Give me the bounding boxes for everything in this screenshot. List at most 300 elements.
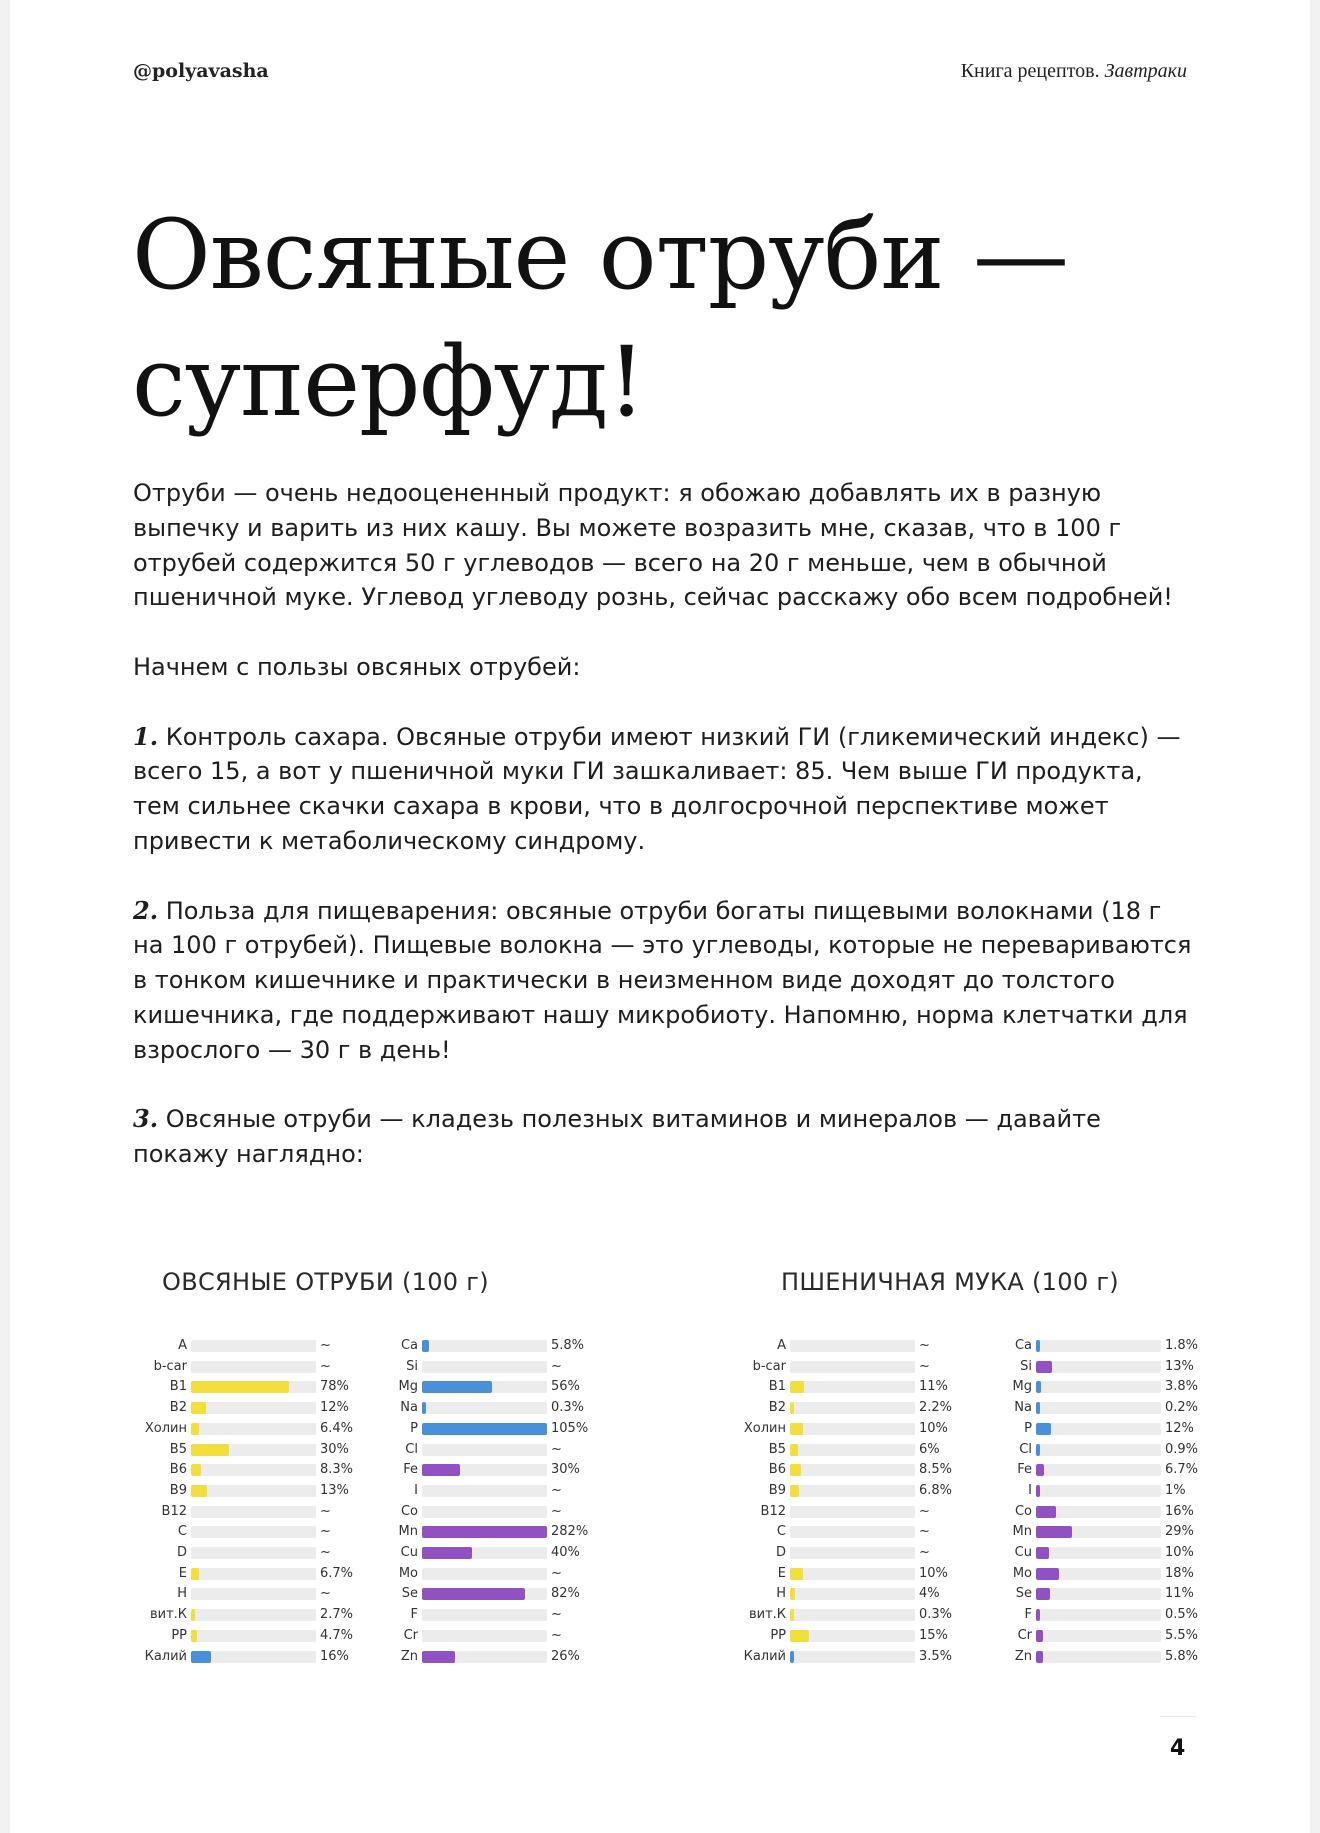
chart-bar-track: [1036, 1651, 1161, 1663]
chart-row: [110, 1626, 355, 1647]
chart-bar-track: [191, 1444, 316, 1456]
chart-value-label: 12%: [1165, 1420, 1194, 1436]
chart-bar: [422, 1526, 547, 1538]
point-number: 2.: [133, 895, 159, 925]
chart-row: [972, 1543, 1212, 1564]
chart-value-label: ~: [551, 1607, 562, 1623]
chart-category-label: B6: [169, 1462, 187, 1478]
point-3: [133, 1102, 1193, 1172]
chart-bar: [1036, 1444, 1040, 1456]
chart-bar-track: [1036, 1547, 1161, 1559]
chart-bar-track: [422, 1423, 547, 1435]
point-text: Польза для пищеварения: овсяные отруби богаты пищевыми волокнами (18 г на 100 г отрубей). Пищевые волокна — это углеводы, которые не перевариваются в тонком кишечнике и практически в неизменном виде доходят до толстого кишечника, где поддерживают нашу микробиоту. Напомню, норма клетчатки для взрослого — 30 г в день!: [133, 896, 1192, 1064]
chart-bar-track: [191, 1568, 316, 1580]
point-text: Контроль сахара. Овсяные отруби имеют низкий ГИ (гликемический индекс) — всего 15, а вот у пшеничной муки ГИ зашкаливает: 85. Чем выше ГИ продукта, тем сильнее скачки сахара в крови, что в долгосрочной перспективе может привести к метаболическому синдрому.: [133, 722, 1181, 855]
chart-bar: [790, 1485, 799, 1497]
chart-value-label: 105%: [551, 1420, 589, 1436]
chart-value-label: ~: [551, 1441, 562, 1457]
chart-bar-track: [422, 1402, 547, 1414]
chart-value-label: 56%: [551, 1379, 580, 1395]
chart-bar: [1036, 1630, 1043, 1642]
chart-value-label: 1.8%: [1165, 1338, 1199, 1353]
chart-bar: [1036, 1651, 1043, 1663]
chart-category-label: A: [777, 1338, 786, 1353]
chart-bar-track: [790, 1630, 915, 1642]
chart-row: [110, 1419, 355, 1440]
chart-value-label: 5.5%: [1165, 1627, 1199, 1643]
chart-bar-track: [422, 1444, 547, 1456]
chart-row: [718, 1502, 958, 1523]
chart-row: [972, 1522, 1212, 1543]
page-number: 4: [1170, 1736, 1186, 1761]
chart-bar: [790, 1588, 795, 1600]
chart-bar-track: [790, 1506, 915, 1518]
chart-category-label: Cr: [1017, 1627, 1032, 1643]
oat-bran-vitamins-chart: [110, 1336, 355, 1676]
chart-bar-track: [191, 1340, 316, 1352]
chart-value-label: 82%: [551, 1586, 580, 1602]
chart-category-label: Холин: [144, 1420, 187, 1436]
chart-value-label: 8.3%: [320, 1462, 354, 1478]
chart-value-label: 10%: [1165, 1545, 1194, 1560]
chart-bar: [790, 1423, 803, 1435]
chart-category-label: Cu: [400, 1545, 418, 1560]
chart-value-label: ~: [919, 1524, 930, 1540]
chart-row: [718, 1419, 958, 1440]
chart-row: [110, 1502, 355, 1523]
chart-category-label: PP: [770, 1627, 786, 1643]
chart-bar: [1036, 1588, 1050, 1600]
chart-category-label: P: [410, 1420, 418, 1436]
chart-category-label: B12: [760, 1503, 786, 1519]
chart-category-label: B6: [768, 1462, 786, 1478]
chart-bar-track: [1036, 1340, 1161, 1352]
chart-value-label: 6.8%: [919, 1482, 953, 1498]
point-2: [133, 894, 1193, 1068]
chart-value-label: 0.3%: [551, 1400, 585, 1416]
chart-category-label: Na: [400, 1400, 418, 1416]
chart-value-label: ~: [919, 1503, 930, 1519]
chart-bar-track: [191, 1506, 316, 1518]
wheat-flour-vitamins-chart: [718, 1336, 958, 1676]
chart-category-label: Mo: [398, 1565, 418, 1581]
chart-value-label: 6%: [919, 1441, 940, 1457]
chart-bar-track: [191, 1588, 316, 1600]
chart-bar-track: [191, 1402, 316, 1414]
wheat-flour-minerals-chart: [972, 1336, 1212, 1676]
intro-paragraph: Отруби — очень недооцененный продукт: я обожаю добавлять их в разную выпечку и варить из них кашу. Вы можете возразить мне, сказав, что в 100 г отрубей содержится 50 г углеводов — всего на 20 г меньше, чем в обычной пшеничной муке. Углевод углеводу рознь, сейчас расскажу обо всем подробней!: [133, 479, 1173, 612]
chart-bar-track: [422, 1651, 547, 1663]
chart-row: [972, 1481, 1212, 1502]
chart-category-label: b-car: [752, 1358, 786, 1374]
chart-category-label: B1: [768, 1379, 786, 1395]
chart-category-label: I: [1028, 1482, 1032, 1498]
chart-bar-track: [1036, 1588, 1161, 1600]
chart-category-label: Mn: [398, 1524, 418, 1540]
chart-row: [718, 1440, 958, 1461]
chart-row: [972, 1419, 1212, 1440]
page: [10, 0, 1310, 1833]
chart-bar: [1036, 1402, 1040, 1414]
chart-row: [718, 1460, 958, 1481]
chart-bar-track: [191, 1464, 316, 1476]
chart-category-label: B9: [169, 1482, 187, 1498]
article-body: [133, 476, 1193, 1207]
chart-value-label: 13%: [1165, 1358, 1194, 1374]
chart-bar-track: [422, 1547, 547, 1559]
chart-bar-track: [790, 1588, 915, 1600]
chart-category-label: B5: [169, 1441, 187, 1457]
chart-row: [718, 1522, 958, 1543]
chart-value-label: 4%: [919, 1586, 940, 1602]
chart-value-label: ~: [919, 1358, 930, 1374]
chart-row: [718, 1398, 958, 1419]
chart-value-label: 13%: [320, 1482, 349, 1498]
chart-bar: [1036, 1423, 1051, 1435]
page-number-rule: [1160, 1716, 1196, 1717]
chart-row: [110, 1584, 355, 1605]
chart-category-label: B2: [169, 1400, 187, 1416]
chart-value-label: 11%: [919, 1379, 948, 1395]
chart-row: [718, 1336, 958, 1357]
chart-row: [358, 1398, 598, 1419]
chart-row: [972, 1584, 1212, 1605]
chart-value-label: 18%: [1165, 1565, 1194, 1581]
chart-row: [358, 1564, 598, 1585]
chart-row: [718, 1543, 958, 1564]
chart-row: [358, 1584, 598, 1605]
chart-category-label: PP: [171, 1627, 187, 1643]
chart-bar: [790, 1464, 801, 1476]
chart-bar-track: [1036, 1361, 1161, 1373]
chart-bar-track: [422, 1381, 547, 1393]
chart-bar: [191, 1485, 207, 1497]
chart-bar-track: [1036, 1381, 1161, 1393]
chart-category-label: Mo: [1012, 1565, 1032, 1581]
chart-row: [358, 1626, 598, 1647]
chart-bar: [1036, 1485, 1040, 1497]
chart-value-label: 0.9%: [1165, 1441, 1199, 1457]
chart-value-label: 0.3%: [919, 1607, 953, 1623]
chart-category-label: D: [176, 1545, 187, 1560]
chart-row: [358, 1419, 598, 1440]
chart-category-label: H: [177, 1586, 187, 1602]
lead-paragraph: Начнем с пользы овсяных отрубей:: [133, 652, 581, 681]
chart-category-label: E: [777, 1565, 786, 1581]
chart-bar-track: [191, 1547, 316, 1559]
chart-value-label: ~: [919, 1338, 930, 1353]
chart-row: [718, 1647, 958, 1668]
chart-row: [358, 1440, 598, 1461]
chart-category-label: Ca: [1014, 1338, 1032, 1353]
chart-bar-track: [1036, 1444, 1161, 1456]
chart-category-label: B12: [161, 1503, 187, 1519]
chart-value-label: 6.7%: [320, 1565, 354, 1581]
chart-bar: [422, 1402, 426, 1414]
page-title-line2: суперфуд!: [132, 326, 645, 438]
chart-category-label: H: [776, 1586, 786, 1602]
chart-value-label: ~: [320, 1586, 331, 1602]
chart-category-label: C: [776, 1524, 786, 1540]
chart-category-label: вит.К: [149, 1607, 187, 1623]
book-section: Завтраки: [1104, 60, 1187, 82]
chart-bar-track: [790, 1402, 915, 1414]
chart-value-label: ~: [320, 1524, 331, 1540]
chart-bar: [191, 1423, 199, 1435]
chart-bar: [790, 1402, 794, 1414]
chart-row: [110, 1377, 355, 1398]
chart-bar: [1036, 1340, 1040, 1352]
chart-value-label: 3.8%: [1165, 1379, 1199, 1395]
chart-bar: [790, 1444, 798, 1456]
chart-bar: [191, 1630, 197, 1642]
chart-category-label: Cu: [1014, 1545, 1032, 1560]
chart-row: [358, 1647, 598, 1668]
chart-value-label: 6.7%: [1165, 1462, 1199, 1478]
chart-value-label: ~: [320, 1503, 331, 1519]
chart-value-label: 16%: [320, 1648, 349, 1664]
chart-row: [358, 1481, 598, 1502]
chart-value-label: 5.8%: [551, 1338, 585, 1353]
chart-bar-track: [1036, 1630, 1161, 1642]
chart-bar: [422, 1588, 525, 1600]
chart-row: [358, 1605, 598, 1626]
chart-bar-track: [790, 1340, 915, 1352]
page-title: [132, 192, 1232, 446]
chart-category-label: C: [177, 1524, 187, 1540]
chart-bar: [191, 1464, 201, 1476]
chart-bar-track: [191, 1485, 316, 1497]
chart-category-label: B1: [169, 1379, 187, 1395]
chart-category-label: B9: [768, 1482, 786, 1498]
chart-bar: [1036, 1381, 1041, 1393]
chart-bar-track: [422, 1485, 547, 1497]
chart-bar: [422, 1340, 429, 1352]
chart-row: [972, 1357, 1212, 1378]
chart-row: [972, 1502, 1212, 1523]
chart-category-label: Mn: [1012, 1524, 1032, 1540]
chart-category-label: Холин: [743, 1420, 786, 1436]
chart-value-label: 282%: [551, 1524, 589, 1540]
point-number: 1.: [133, 721, 159, 751]
chart-value-label: 1%: [1165, 1482, 1186, 1498]
chart-category-label: F: [410, 1607, 418, 1623]
oat-bran-minerals-chart: [358, 1336, 598, 1676]
chart-bar-track: [422, 1464, 547, 1476]
chart-category-label: вит.К: [748, 1607, 786, 1623]
chart-category-label: E: [178, 1565, 187, 1581]
chart-value-label: ~: [320, 1358, 331, 1374]
chart-category-label: A: [178, 1338, 187, 1353]
chart-row: [718, 1377, 958, 1398]
chart-bar-track: [422, 1506, 547, 1518]
chart-row: [972, 1377, 1212, 1398]
chart-bar: [1036, 1568, 1059, 1580]
chart-category-label: Se: [1015, 1586, 1032, 1602]
chart-category-label: Cr: [403, 1627, 418, 1643]
chart-category-label: B2: [768, 1400, 786, 1416]
book-label: Книга рецептов.: [960, 60, 1100, 82]
chart-bar: [1036, 1526, 1072, 1538]
chart-value-label: ~: [551, 1358, 562, 1374]
chart-row: [110, 1357, 355, 1378]
chart-value-label: 11%: [1165, 1586, 1194, 1602]
chart-bar-track: [1036, 1609, 1161, 1621]
chart-category-label: Ca: [400, 1338, 418, 1353]
chart-bar: [422, 1381, 492, 1393]
chart-value-label: 78%: [320, 1379, 349, 1395]
chart-value-label: 10%: [919, 1420, 948, 1436]
chart-row: [972, 1440, 1212, 1461]
chart-category-label: I: [414, 1482, 418, 1498]
chart-bar-track: [422, 1361, 547, 1373]
chart-category-label: Cl: [1019, 1441, 1032, 1457]
chart-value-label: 3.5%: [919, 1648, 953, 1664]
chart-row: [358, 1357, 598, 1378]
chart-category-label: Cl: [405, 1441, 418, 1457]
chart-row: [718, 1357, 958, 1378]
chart-row: [718, 1584, 958, 1605]
chart-row: [110, 1605, 355, 1626]
chart-bar-track: [422, 1526, 547, 1538]
chart-bar: [422, 1547, 472, 1559]
chart-row: [972, 1626, 1212, 1647]
chart-value-label: 40%: [551, 1545, 580, 1560]
chart-bar-track: [1036, 1485, 1161, 1497]
chart-category-label: B5: [768, 1441, 786, 1457]
chart-value-label: 2.2%: [919, 1400, 953, 1416]
chart-category-label: Zn: [400, 1648, 418, 1664]
chart-row: [358, 1460, 598, 1481]
chart-bar-track: [790, 1361, 915, 1373]
chart-bar: [790, 1381, 804, 1393]
point-1: [133, 720, 1193, 859]
chart-value-label: 8.5%: [919, 1462, 953, 1478]
chart-bar-track: [790, 1444, 915, 1456]
chart-bar-track: [191, 1651, 316, 1663]
chart-bar: [790, 1609, 794, 1621]
chart-bar-track: [790, 1526, 915, 1538]
chart-category-label: Si: [406, 1358, 418, 1374]
chart-bar-track: [1036, 1526, 1161, 1538]
chart-bar: [790, 1568, 803, 1580]
chart-row: [110, 1543, 355, 1564]
chart-row: [110, 1564, 355, 1585]
point-text: Овсяные отруби — кладезь полезных витаминов и минералов — давайте покажу наглядно:: [133, 1105, 1101, 1169]
chart-bar: [1036, 1361, 1052, 1373]
chart-value-label: 30%: [320, 1441, 349, 1457]
chart-value-label: 10%: [919, 1565, 948, 1581]
chart-bar-track: [1036, 1464, 1161, 1476]
chart-value-label: ~: [551, 1482, 562, 1498]
chart-value-label: ~: [551, 1627, 562, 1643]
chart-row: [110, 1481, 355, 1502]
chart-bar-track: [422, 1609, 547, 1621]
chart-category-label: D: [775, 1545, 786, 1560]
chart-bar-track: [191, 1630, 316, 1642]
chart-bar-track: [422, 1340, 547, 1352]
chart-row: [972, 1564, 1212, 1585]
point-number: 3.: [133, 1104, 159, 1134]
chart-value-label: 6.4%: [320, 1420, 354, 1436]
chart-bar: [422, 1423, 547, 1435]
chart-value-label: 30%: [551, 1462, 580, 1478]
chart-value-label: ~: [320, 1545, 331, 1560]
chart-value-label: ~: [551, 1503, 562, 1519]
chart-category-label: Zn: [1014, 1648, 1032, 1664]
chart-bar: [790, 1630, 809, 1642]
chart-row: [358, 1336, 598, 1357]
chart-bar-track: [790, 1464, 915, 1476]
chart-row: [110, 1460, 355, 1481]
chart-bar-track: [1036, 1568, 1161, 1580]
chart-bar: [1036, 1609, 1040, 1621]
chart-row: [972, 1398, 1212, 1419]
chart-row: [358, 1522, 598, 1543]
book-header: [961, 60, 1187, 83]
chart-category-label: Co: [400, 1503, 418, 1519]
chart-category-label: Na: [1014, 1400, 1032, 1416]
chart-row: [972, 1605, 1212, 1626]
chart-row: [358, 1502, 598, 1523]
chart-value-label: ~: [551, 1565, 562, 1581]
chart-value-label: 0.2%: [1165, 1400, 1199, 1416]
chart-row: [358, 1543, 598, 1564]
chart-row: [110, 1398, 355, 1419]
chart-value-label: 5.8%: [1165, 1648, 1199, 1664]
chart-bar: [1036, 1464, 1044, 1476]
chart-category-label: F: [1024, 1607, 1032, 1623]
chart-value-label: 26%: [551, 1648, 580, 1664]
chart-value-label: 16%: [1165, 1503, 1194, 1519]
chart-row: [110, 1440, 355, 1461]
chart-bar-track: [191, 1609, 316, 1621]
chart-bar: [422, 1464, 460, 1476]
chart-value-label: ~: [919, 1545, 930, 1560]
chart-bar: [790, 1651, 794, 1663]
chart-bar-track: [422, 1630, 547, 1642]
chart-bar-track: [790, 1381, 915, 1393]
chart-bar-track: [422, 1568, 547, 1580]
chart-bar-track: [1036, 1402, 1161, 1414]
chart-bar: [191, 1609, 195, 1621]
chart-row: [718, 1564, 958, 1585]
chart-row: [110, 1522, 355, 1543]
chart-category-label: Калий: [743, 1648, 786, 1664]
chart-bar: [1036, 1506, 1056, 1518]
chart-value-label: 15%: [919, 1627, 948, 1643]
chart-bar-track: [790, 1547, 915, 1559]
chart-value-label: ~: [320, 1338, 331, 1353]
chart-bar-track: [191, 1526, 316, 1538]
chart-title-oat-bran: ОВСЯНЫЕ ОТРУБИ (100 г): [162, 1268, 489, 1296]
chart-row: [972, 1460, 1212, 1481]
chart-bar: [191, 1651, 211, 1663]
chart-row: [718, 1605, 958, 1626]
chart-value-label: 0.5%: [1165, 1607, 1199, 1623]
chart-value-label: 29%: [1165, 1524, 1194, 1540]
chart-bar-track: [191, 1423, 316, 1435]
chart-bar: [191, 1381, 289, 1393]
chart-row: [972, 1336, 1212, 1357]
chart-category-label: Fe: [403, 1462, 418, 1478]
page-title-line1: Овсяные отруби —: [132, 199, 1068, 311]
chart-value-label: 4.7%: [320, 1627, 354, 1643]
chart-category-label: Mg: [398, 1379, 418, 1395]
chart-category-label: Калий: [144, 1648, 187, 1664]
chart-category-label: Fe: [1017, 1462, 1032, 1478]
chart-category-label: Mg: [1012, 1379, 1032, 1395]
